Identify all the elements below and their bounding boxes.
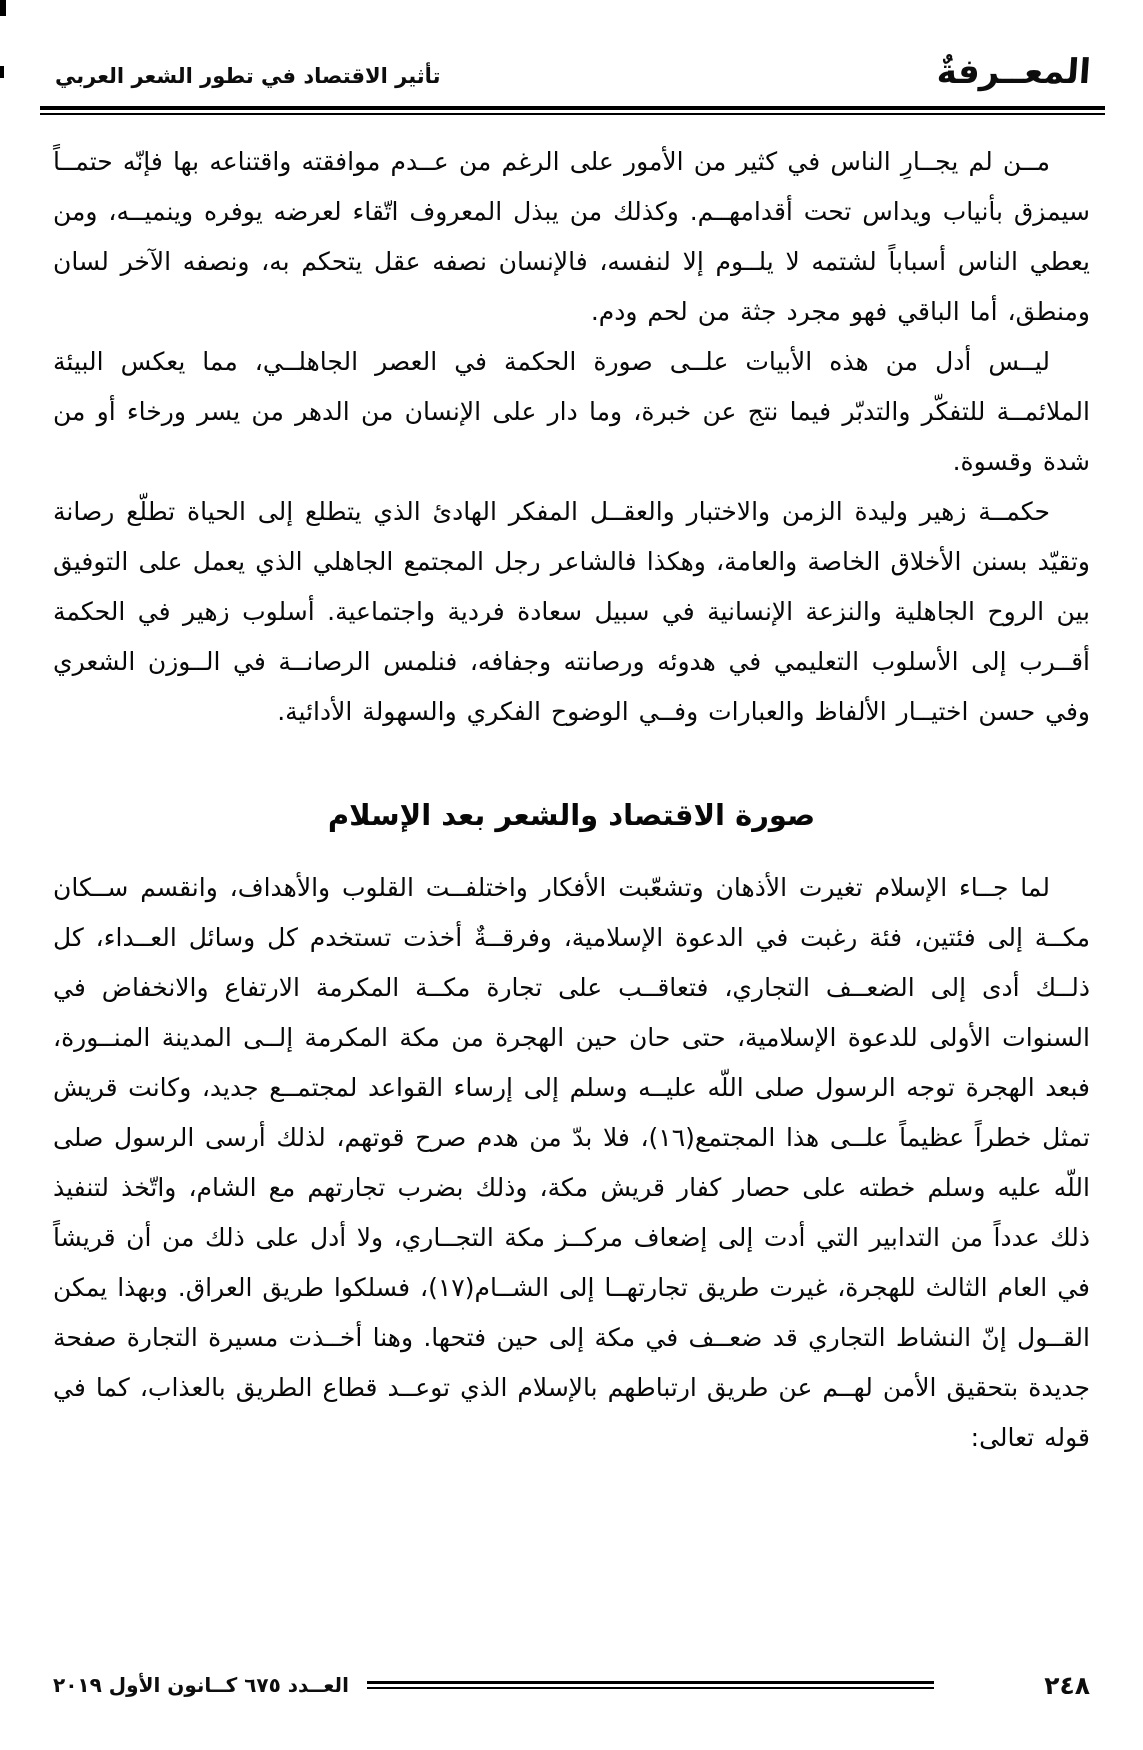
- body-paragraph-4: لما جــاء الإسلام تغيرت الأذهان وتشعّبت الأفكار واختلفــت القلوب والأهداف، وانقسم ســكان مكــة إلى فئتين، فئة رغبت في الدعوة الإسلامية، وفرقــةٌ أخذت تستخدم كل وسائل العــداء، كل ذلــك أدى إلى الضعــف التجاري، فتعاقــب على تجارة مكــة المكرمة الارتفاع والانخفاض في السنوات الأولى للدعوة الإسلامية، حتى حان حين الهجرة من مكة المكرمة إلــى المدينة المنــورة، فبعد الهجرة توجه الرسول صلى اللّه عليــه وسلم إلى إرساء القواعد لمجتمــع جديد، وكانت قريش تمثل خطراً عظيماً علــى هذا المجتمع(١٦)، فلا بدّ من هدم صرح قوتهم، لذلك أرسى الرسول صلى اللّه عليه وسلم خطته على حصار كفار قريش مكة، وذلك بضرب تجارتهم مع الشام، واتّخذ لتنفيذ ذلك عدداً من التدابير التي أدت إلى إضعاف مركــز مكة التجــاري، ولا أدل على ذلك من أن قريشاً في العام الثالث للهجرة، غيرت طريق تجارتهــا إلى الشــام(١٧)، فسلكوا طريق العراق. وبهذا يمكن القــول إنّ النشاط التجاري قد ضعــف في مكة إلى حين فتحها. وهنا أخــذت مسيرة التجارة صفحة جديدة بتحقيق الأمن لهــم عن طريق ارتباطهم بالإسلام الذي توعــد قطاع الطريق بالعذاب، كما في قوله تعالى:: [53, 873, 1090, 1452]
- header-rule: [40, 106, 1105, 115]
- page-header: [0, 0, 1143, 92]
- article-body: [53, 137, 1090, 1463]
- scan-edge-artifact: [0, 66, 4, 78]
- body-paragraph-1: مــن لم يجــارِ الناس في كثير من الأمور على الرغم من عــدم موافقته واقتناعه بها فإنّه حتمــاً سيمزق بأنياب ويداس تحت أقدامهــم. وكذلك من يبذل المعروف اتّقاء لعرضه يوفره وينميــه، ومن يعطي الناس أسباباً لشتمه لا يلــوم إلا لنفسه، فالإنسان نصفه عقل يتحكم به، ونصفه الآخر لسان ومنطق، أما الباقي فهو مجرد جثة من لحم ودم.: [53, 147, 1090, 326]
- page-footer: [53, 1668, 1090, 1702]
- body-paragraph-2: ليــس أدل من هذه الأبيات علــى صورة الحكمة في العصر الجاهلــي، مما يعكس البيئة الملائمــة للتفكّر والتدبّر فيما نتج عن خبرة، وما دار على الإنسان من الدهر من يسر ورخاء أو من شدة وقسوة.: [53, 347, 1090, 476]
- running-title: تأثير الاقتصاد في تطور الشعر العربي: [55, 64, 441, 88]
- scan-edge-artifact: [0, 0, 6, 16]
- section-heading: صورة الاقتصاد والشعر بعد الإسلام: [327, 798, 816, 832]
- footer-issue-info: العــدد ٦٧٥ كــانون الأول ٢٠١٩: [53, 1673, 349, 1697]
- journal-logo: المعــرفةٌ: [935, 52, 1093, 92]
- page-number: ٢٤٨: [1044, 1670, 1090, 1700]
- footer-rule: [367, 1681, 934, 1689]
- body-paragraph-3: حكمــة زهير وليدة الزمن والاختبار والعقــل المفكر الهادئ الذي يتطلع إلى الحياة تطلّع رصانة وتقيّد بسنن الأخلاق الخاصة والعامة، وهكذا فالشاعر رجل المجتمع الجاهلي الذي يعمل على التوفيق بين الروح الجاهلية والنزعة الإنسانية في سبيل سعادة فردية واجتماعية. أسلوب زهير في الحكمة أقــرب إلى الأسلوب التعليمي في هدوئه ورصانته وجفافه، فنلمس الرصانــة في الــوزن الشعري وفي حسن اختيــار الألفاظ والعبارات وفــي الوضوح الفكري والسهولة الأدائية.: [53, 497, 1090, 726]
